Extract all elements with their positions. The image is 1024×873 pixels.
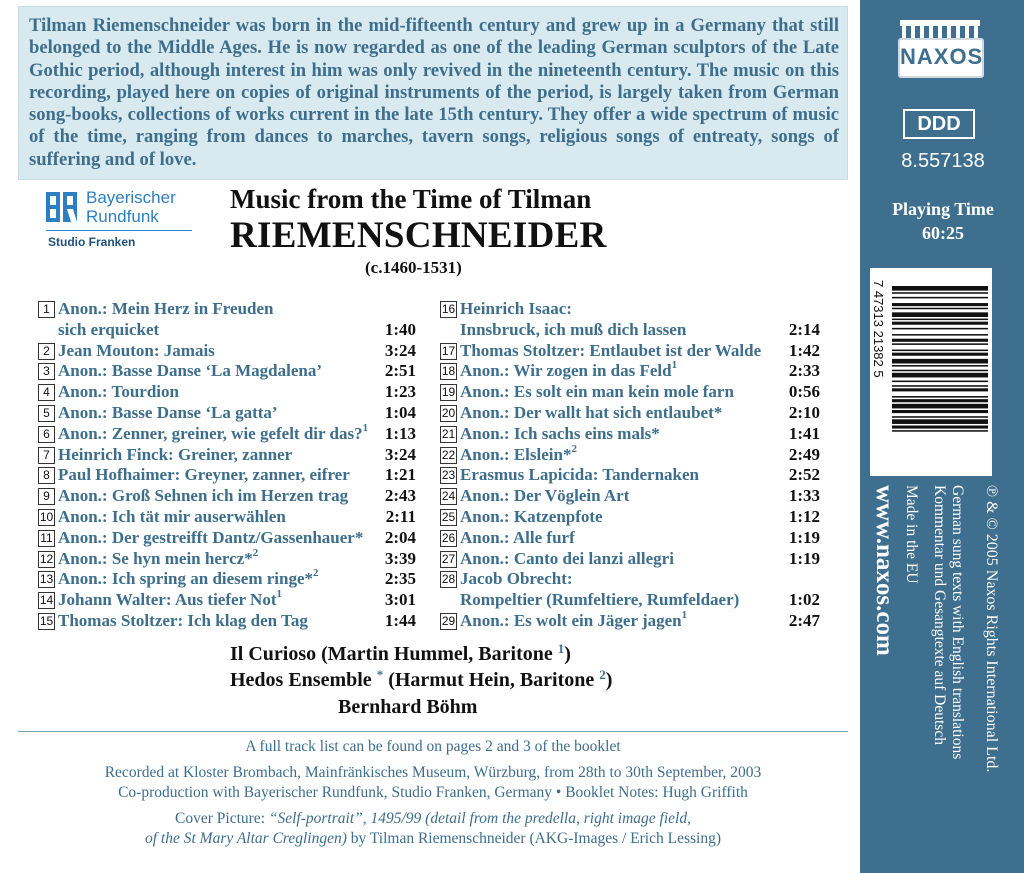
track-number: 2 xyxy=(38,343,55,360)
track-number: 8 xyxy=(38,467,55,484)
track-title: Anon.: Der wallt hat sich entlaubet* xyxy=(460,403,723,422)
track-title: Anon.: Der gestreifft Dantz/Gassenhauer* xyxy=(58,527,364,547)
naxos-logo xyxy=(890,18,990,88)
track-footnote: 1 xyxy=(276,588,282,601)
track-number: 22 xyxy=(441,447,456,462)
naxos-logo-wordmark: NAXOS xyxy=(900,44,984,69)
barcode-bar xyxy=(892,350,988,352)
cover-location: of the St Mary Altar Creglingen) xyxy=(144,830,347,847)
playing-time-label: Playing Time xyxy=(892,199,994,219)
track-number: 12 xyxy=(39,551,54,566)
cover-title: “Self-portrait”, 1495/99 (detail from the predella, right image field, xyxy=(268,810,691,827)
track-number: 13 xyxy=(39,572,54,587)
barcode-bar xyxy=(892,339,988,342)
track-title: Johann Walter: Aus tiefer Not$^1$ xyxy=(58,588,282,610)
intro-paragraph: Tilman Riemenschneider was born in the mid-fifteenth century and grew up in a Germany that still belonged to the Middle Ages. He is now regarded as one of the leading German sculptors of the Late Gothic period, although interest in him was only revived in the nineteenth century. The music on this recording, played here on copies of original instruments of the period, is largely taken from German song-books, collections of works current in the late 15th century. They offer a wide spectrum of music of the time, ranging from dances to marches, tavern songs, religious songs of entreaty, songs of suffering and of love. xyxy=(29,15,839,170)
footer-divider xyxy=(18,731,848,732)
naxos-url[interactable]: www.naxos.com xyxy=(871,485,898,656)
track-title: Anon.: Tourdion xyxy=(58,382,179,402)
track-duration: 1:04 xyxy=(384,403,416,422)
track-duration: 1:44 xyxy=(384,611,416,630)
track-title-line2: Rompeltier (Rumfeltiere, Rumfeldaer) xyxy=(460,590,740,610)
track-title: Anon.: Basse Danse ‘La Magdalena’ xyxy=(58,361,322,381)
br-name-line1: Bayerischer xyxy=(86,188,176,207)
performer-line2-star: * xyxy=(376,667,384,682)
track-number: 6 xyxy=(38,426,55,443)
track-duration: 2:49 xyxy=(788,444,820,464)
track-title: Anon.: Canto dei lanzi allegri xyxy=(460,548,674,568)
barcode-bar xyxy=(892,373,988,378)
track-duration: 1:23 xyxy=(384,382,416,402)
bayerischer-rundfunk-logo xyxy=(46,188,196,254)
track-number: 5 xyxy=(38,405,55,422)
track-row xyxy=(440,382,820,403)
track-duration: 1:21 xyxy=(384,465,416,485)
track-row xyxy=(440,569,820,610)
track-number: 24 xyxy=(441,489,456,504)
kommentar-text-line1: Kommentar und Gesangtexte auf Deutsch xyxy=(931,485,948,745)
track-title: Anon.: Se hyn mein hercz*$^2$ xyxy=(58,546,259,568)
catalog-number: 8.557138 xyxy=(901,150,985,172)
barcode-bar xyxy=(892,430,988,432)
made-in-text: Made in the EU xyxy=(903,485,920,584)
barcode-bar xyxy=(892,426,988,429)
track-duration: 0:56 xyxy=(788,382,820,402)
track-duration: 1:13 xyxy=(384,423,416,443)
track-row xyxy=(38,569,416,590)
track-title: Heinrich Finck: Greiner, zanner xyxy=(58,444,293,464)
barcode-bar xyxy=(892,353,988,356)
track-title: Anon.: Ich sachs eins mals* xyxy=(460,423,660,443)
br-name-line2: Rundfunk xyxy=(86,207,159,226)
track-duration: 1:41 xyxy=(788,423,820,443)
track-row xyxy=(440,361,820,382)
track-number: 7 xyxy=(38,447,55,464)
track-number: 9 xyxy=(38,488,55,505)
track-row xyxy=(440,549,820,570)
barcode-bar xyxy=(892,286,988,291)
track-title: Paul Hofhaimer: Greyner, zanner, eifrer xyxy=(58,465,350,485)
track-duration: 1:40 xyxy=(384,319,416,339)
barcode-bar xyxy=(892,297,988,299)
performer-line1-text: Il Curioso (Martin Hummel, Baritone xyxy=(230,643,558,665)
track-row xyxy=(38,299,416,339)
track-footnote: 2 xyxy=(252,546,259,559)
performer-line1-footnote: 1 xyxy=(557,641,565,656)
track-title: Anon.: Basse Danse ‘La gatta’ xyxy=(58,403,278,422)
barcode-bar xyxy=(892,410,988,413)
br-logo-icon xyxy=(46,192,78,222)
track-number: 4 xyxy=(38,384,55,401)
track-row xyxy=(38,507,416,528)
barcode-bar xyxy=(892,322,988,325)
track-number: 27 xyxy=(441,551,456,566)
playing-time-value: 60:25 xyxy=(922,223,964,243)
track-footnote: 2 xyxy=(571,442,577,455)
track-row xyxy=(38,546,416,570)
barcode-bars xyxy=(870,268,992,476)
composer-dates: (c.1460-1531) xyxy=(365,258,462,277)
cover-credit-line2 xyxy=(18,830,848,848)
track-row xyxy=(38,528,416,549)
track-number: 23 xyxy=(441,468,456,483)
barcode-bar xyxy=(892,308,988,310)
barcode-bar xyxy=(892,381,988,383)
track-number: 21 xyxy=(441,426,456,441)
track-row xyxy=(440,486,820,507)
track-duration: 2:51 xyxy=(384,361,416,381)
track-duration: 1:33 xyxy=(788,486,820,506)
track-row xyxy=(38,611,416,632)
track-title: Anon.: Zenner, greiner, wie gefelt dir das?$^1$ xyxy=(58,421,369,443)
track-title: Anon.: Der Vöglein Art xyxy=(460,486,630,506)
barcode-bar xyxy=(892,388,988,391)
barcode-bar xyxy=(892,370,988,372)
album-title-line2: RIEMENSCHNEIDER xyxy=(230,215,607,256)
track-number: 26 xyxy=(441,530,456,545)
track-title: Anon.: Es wolt ein Jäger jagen$^1$ xyxy=(460,609,688,630)
track-number: 17 xyxy=(441,343,456,358)
track-title: Jacob Obrecht: xyxy=(460,569,573,589)
track-duration: 2:43 xyxy=(384,486,416,506)
album-title-line1: Music from the Time of Tilman xyxy=(230,184,592,214)
track-duration: 3:39 xyxy=(384,548,416,568)
track-row xyxy=(38,403,416,424)
intro-text-box xyxy=(18,6,848,180)
track-row xyxy=(38,590,416,611)
track-duration: 1:42 xyxy=(788,340,820,360)
track-title: Anon.: Mein Herz in Freuden xyxy=(58,299,274,318)
track-duration: 2:47 xyxy=(788,611,820,630)
cover-artist: by Tilman Riemenschneider (AKG-Images / Erich Lessing) xyxy=(346,830,721,847)
barcode-bar xyxy=(892,359,988,364)
track-footnote: 2 xyxy=(313,567,319,580)
track-duration: 1:19 xyxy=(788,527,820,547)
barcode-bar xyxy=(892,343,988,345)
track-row xyxy=(38,486,416,507)
ddd-badge: DDD xyxy=(903,109,975,139)
track-row xyxy=(440,507,820,528)
track-number: 3 xyxy=(38,363,55,380)
track-number: 15 xyxy=(39,614,54,628)
track-duration: 2:10 xyxy=(788,403,820,422)
barcode-bar xyxy=(892,328,988,330)
copyright-text: ℗ & © 2005 Naxos Rights International Ltd. xyxy=(983,485,1000,773)
track-number: 14 xyxy=(39,593,54,608)
track-duration: 3:24 xyxy=(384,444,416,464)
performer-line3: Bernhard Böhm xyxy=(338,696,478,718)
track-title: Anon.: Es solt ein man kein mole farn xyxy=(460,382,734,402)
track-title: Jean Mouton: Jamais xyxy=(58,340,215,360)
track-duration: 1:19 xyxy=(788,548,820,568)
track-number: 10 xyxy=(39,510,54,524)
track-footnote: 1 xyxy=(671,359,678,372)
track-row xyxy=(440,424,820,445)
track-row xyxy=(38,445,416,466)
cover-label: Cover Picture: xyxy=(175,810,269,827)
performer-line2 xyxy=(230,669,612,692)
track-number: 19 xyxy=(441,385,456,400)
track-title-line2: sich erquicket xyxy=(58,319,160,339)
track-title: Anon.: Katzenpfote xyxy=(460,507,603,526)
track-duration: 3:01 xyxy=(384,590,416,610)
track-title: Thomas Stoltzer: Ich klag den Tag xyxy=(58,611,308,630)
track-number: 25 xyxy=(441,510,456,524)
coproduction-info: Co-production with Bayerischer Rundfunk, Studio Franken, Germany • Booklet Notes: Hugh Griffith xyxy=(118,784,748,801)
barcode-bar xyxy=(892,399,988,402)
track-footnote: 1 xyxy=(362,421,369,434)
track-row xyxy=(440,299,820,339)
barcode-bar xyxy=(892,416,988,418)
performer-line2-text2: (Harmut Hein, Baritone xyxy=(383,669,600,691)
track-row xyxy=(38,465,416,486)
track-number: 29 xyxy=(441,614,456,628)
track-number: 1 xyxy=(38,301,55,318)
track-row xyxy=(440,442,820,466)
track-footnote: 1 xyxy=(681,609,688,621)
barcode-bar xyxy=(892,396,988,398)
track-row xyxy=(440,403,820,424)
track-title-line2: Innsbruck, ich muß dich lassen xyxy=(460,319,687,339)
br-divider xyxy=(46,230,192,231)
barcode-bar xyxy=(892,292,988,294)
track-number: 28 xyxy=(441,572,456,587)
track-duration: 2:14 xyxy=(788,319,820,339)
kommentar-text-line2: German sung texts with English translations xyxy=(949,485,966,760)
track-row xyxy=(38,341,416,362)
barcode-digits: 7 47313 21382 5 xyxy=(871,280,886,378)
cover-credit-line1 xyxy=(18,810,848,828)
track-duration: 1:12 xyxy=(788,507,820,526)
track-title: Anon.: Ich spring an diesem ringe*$^2$ xyxy=(58,567,319,589)
track-row xyxy=(440,465,820,486)
barcode-bar xyxy=(892,419,988,424)
track-duration: 2:52 xyxy=(788,465,820,485)
barcode-bar xyxy=(892,365,988,367)
track-title: Anon.: Ich tät mir auserwählen xyxy=(58,507,286,526)
barcode-bar xyxy=(892,385,988,387)
track-title: Erasmus Lapicida: Tandernaken xyxy=(460,465,700,485)
track-duration: 2:35 xyxy=(384,569,416,589)
track-row xyxy=(440,528,820,549)
recording-info: Recorded at Kloster Brombach, Mainfränkisches Museum, Würzburg, from 28th to 30th September, 2003 xyxy=(104,764,762,781)
track-number: 20 xyxy=(441,406,456,420)
track-duration: 1:02 xyxy=(788,590,820,610)
barcode-bar xyxy=(892,334,988,336)
track-row xyxy=(440,611,820,632)
track-title: Anon.: Alle furf xyxy=(460,527,575,547)
barcode xyxy=(870,268,992,476)
tracklist-note: A full track list can be found on pages 2 and 3 of the booklet xyxy=(245,738,621,755)
performer-line2-close: ) xyxy=(605,669,613,691)
barcode-bar xyxy=(892,319,988,321)
track-title: Anon.: Groß Sehnen ich im Herzen trag xyxy=(58,486,349,506)
track-row xyxy=(38,361,416,382)
barcode-bar xyxy=(892,404,988,409)
barcode-bar xyxy=(892,303,988,306)
performer-line2-text: Hedos Ensemble xyxy=(230,669,377,691)
performer-line1 xyxy=(230,643,571,666)
track-duration: 2:04 xyxy=(384,527,416,547)
track-title: Thomas Stoltzer: Entlaubet ist der Walde xyxy=(460,340,762,360)
track-number: 11 xyxy=(38,530,55,547)
track-duration: 2:33 xyxy=(788,361,820,381)
track-title: Heinrich Isaac: xyxy=(460,299,572,318)
naxos-logo-plate xyxy=(898,38,984,78)
performer-line2-footnote: 2 xyxy=(599,667,606,682)
barcode-bar xyxy=(892,312,988,317)
br-studio-name: Studio Franken xyxy=(48,235,136,249)
track-title: Anon.: Wir zogen in das Feld$^1$ xyxy=(460,359,678,381)
track-row xyxy=(38,382,416,403)
track-row xyxy=(38,421,416,445)
track-number: 16 xyxy=(441,302,456,316)
track-duration: 2:11 xyxy=(385,507,416,526)
track-number: 18 xyxy=(441,364,456,379)
track-duration: 3:24 xyxy=(384,340,416,360)
performer-line1-close: ) xyxy=(564,643,571,665)
track-title: Anon.: Elslein*$^2$ xyxy=(460,442,577,464)
track-row xyxy=(440,341,820,362)
